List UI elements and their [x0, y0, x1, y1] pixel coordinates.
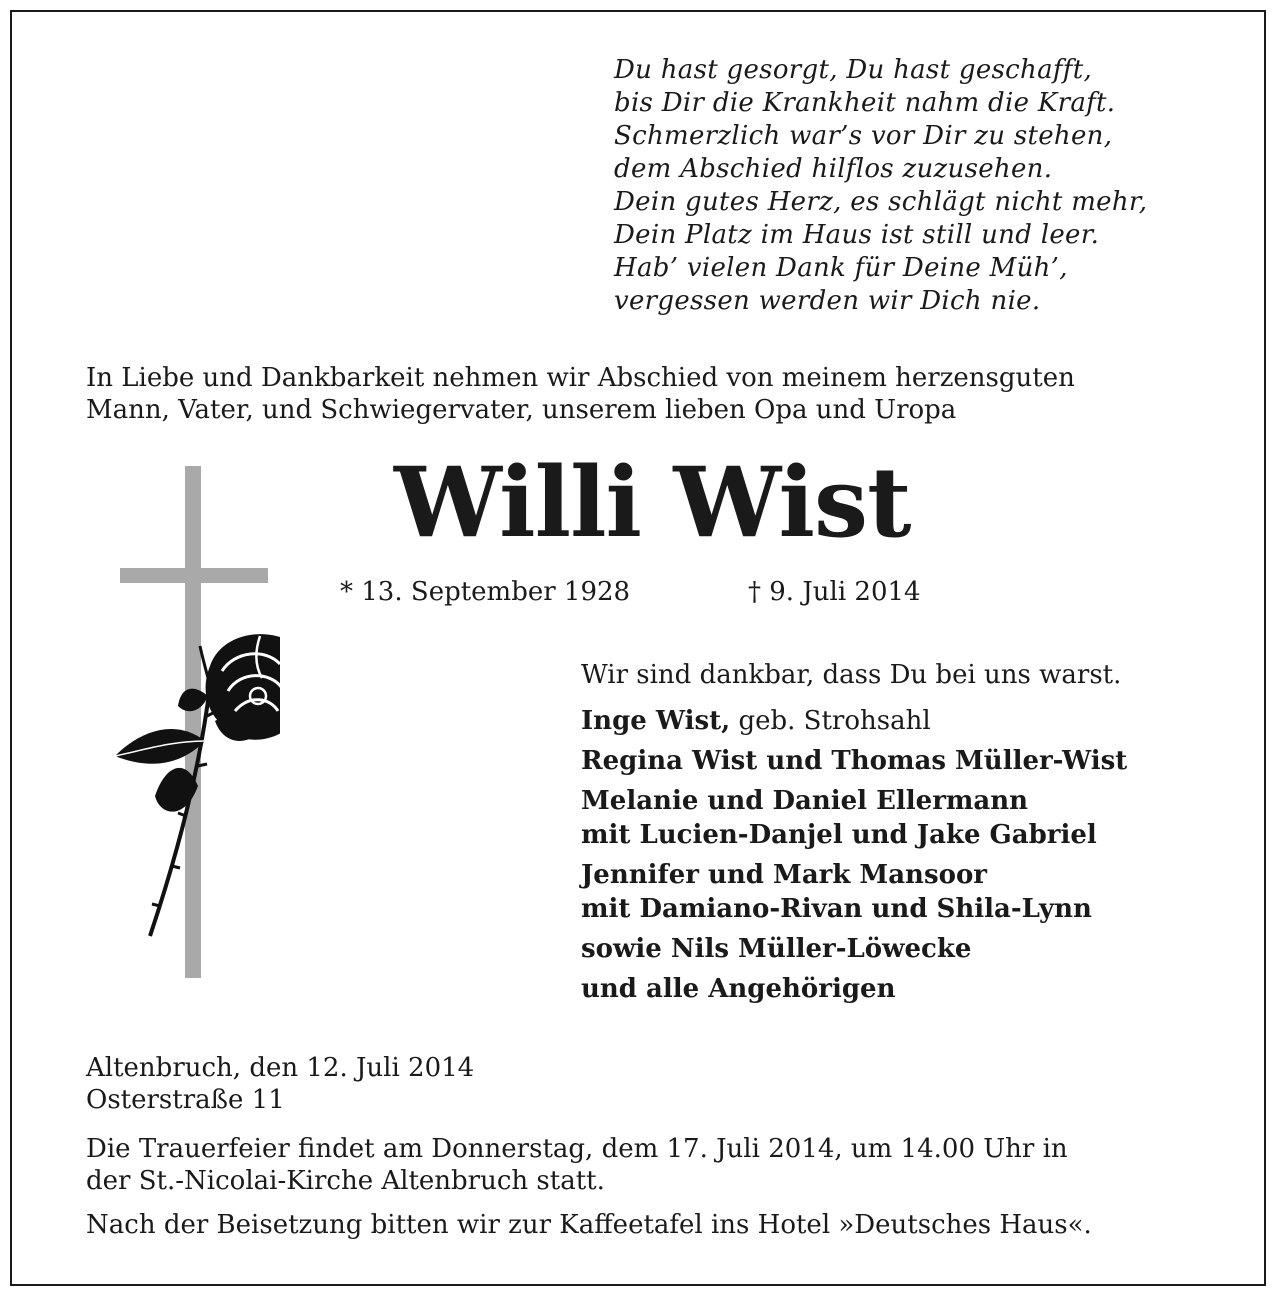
intro-line: Mann, Vater, und Schwiegervater, unserem lieben Opa und Uropa — [86, 395, 957, 425]
wife-name: Inge Wist, — [581, 706, 731, 736]
poem-line: vergessen werden wir Dich nie. — [614, 286, 1041, 316]
death-date: † 9. Juli 2014 — [748, 577, 921, 607]
family-line: Regina Wist und Thomas Müller-Wist — [581, 746, 1128, 776]
poem-line: Dein gutes Herz, es schlägt nicht mehr, — [614, 187, 1148, 217]
poem-line: bis Dir die Krankheit nahm die Kraft. — [614, 88, 1116, 118]
thanks-line: Wir sind dankbar, dass Du bei uns warst. — [581, 660, 1122, 690]
wife-note: geb. Strohsahl — [738, 706, 931, 736]
family-line: sowie Nils Müller-Löwecke — [581, 934, 972, 964]
intro-line: In Liebe und Dankbarkeit nehmen wir Abschied von meinem herzensguten — [86, 363, 1075, 393]
service-line: der St.-Nicolai-Kirche Altenbruch statt. — [86, 1166, 605, 1196]
family-line: mit Damiano-Rivan und Shila-Lynn — [581, 894, 1092, 924]
cross-with-rose-icon — [110, 466, 280, 978]
reception-info: Nach der Beisetzung bitten wir zur Kaffeetafel ins Hotel »Deutsches Haus«. — [86, 1210, 1092, 1240]
poem-line: Hab’ vielen Dank für Deine Müh’, — [614, 253, 1068, 283]
place-and-date — [86, 1052, 474, 1116]
poem-line: Dein Platz im Haus ist still und leer. — [614, 220, 1100, 250]
place-line: Altenbruch, den 12. Juli 2014 — [86, 1053, 475, 1083]
deceased-name: Willi Wist — [394, 446, 911, 559]
poem-line: Schmerzlich war’s vor Dir zu stehen, — [614, 121, 1113, 151]
family-line: Jennifer und Mark Mansoor — [581, 860, 987, 890]
poem-line: dem Abschied hilflos zuzusehen. — [614, 154, 1053, 184]
family-member-wife — [581, 706, 931, 736]
funeral-service-info — [86, 1133, 1068, 1197]
birth-date: * 13. September 1928 — [340, 577, 631, 607]
poem — [614, 54, 1147, 318]
address-line: Osterstraße 11 — [86, 1085, 285, 1115]
family-line: Melanie und Daniel Ellermann — [581, 786, 1029, 816]
service-line: Die Trauerfeier findet am Donnerstag, dem 17. Juli 2014, um 14.00 Uhr in — [86, 1134, 1068, 1164]
intro-text — [86, 362, 1075, 426]
family-line: und alle Angehörigen — [581, 974, 896, 1004]
family-line: mit Lucien-Danjel und Jake Gabriel — [581, 820, 1097, 850]
poem-line: Du hast gesorgt, Du hast geschafft, — [614, 55, 1093, 85]
